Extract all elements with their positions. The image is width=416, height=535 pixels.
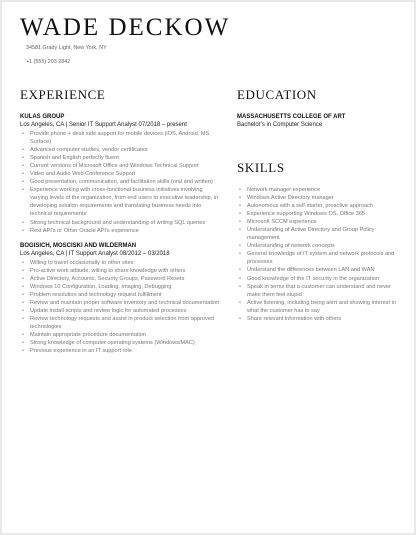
resume-page bbox=[2, 2, 414, 533]
job-company: BOGISICH, MOSCISKI AND WILDERMAN bbox=[20, 242, 137, 249]
job-meta: Los Angeles, CA | Senior IT Support Analyst 07/2018 – present bbox=[20, 122, 187, 128]
list-item: • Previous experience in an IT support role bbox=[20, 347, 220, 355]
list-item: • General knowledge of IT system and network protocols and processes bbox=[237, 250, 402, 266]
candidate-name: WADE DECKOW bbox=[20, 14, 231, 41]
list-item: • Current versions of Microsoft Office and Windows Technical Support bbox=[20, 162, 220, 170]
list-item: • Good knowledge of the IT security in the organization bbox=[237, 275, 402, 283]
list-item: • Understanding of Active Directory and Group Policy management bbox=[237, 226, 402, 242]
list-item: • Autonomous with a self-starter, proactive approach bbox=[237, 202, 402, 210]
experience-section bbox=[20, 86, 220, 355]
list-item: • Network manager experience bbox=[237, 186, 402, 194]
list-item: • Review and maintain proper software inventory and technical documentation bbox=[20, 299, 220, 307]
experience-heading: EXPERIENCE bbox=[20, 87, 106, 102]
list-item: • Windows 10 Configuration, Loading, Imaging, Debugging bbox=[20, 283, 220, 291]
list-item: • Understand the differences between LAN and WAN bbox=[237, 266, 402, 274]
list-item: • Share relevant information with others bbox=[237, 315, 402, 323]
list-item: • Video and Audio Web Conference Support bbox=[20, 170, 220, 178]
list-item: • Experience supporting Windows OS, Office 365 bbox=[237, 210, 402, 218]
list-item: • Rest API's or Other Oracle API's experience bbox=[20, 227, 220, 235]
list-item: • Good presentation, communication, and facilitation skills (oral and written) bbox=[20, 178, 220, 186]
list-item: • Understanding of network concepts bbox=[237, 242, 402, 250]
list-item: • Strong technical background and understanding of writing SQL queries bbox=[20, 219, 220, 227]
list-item: • Active Directory, Accounts, Security Groups, Password Resets bbox=[20, 275, 220, 283]
contact-phone: +1 (555) 203 2842 bbox=[26, 59, 71, 65]
list-item: • Strong knowledge of computer operating systems (Windows/MAC) bbox=[20, 339, 220, 347]
contact-address: 34581 Grady Light, New York, NY bbox=[26, 45, 107, 51]
list-item: • Microsoft SCCM experience bbox=[237, 218, 402, 226]
sidebar-column bbox=[237, 86, 402, 323]
list-item: • Review technology requests and assist in product selection from approved technologies bbox=[20, 315, 220, 331]
list-item: • Update install scripts and review logic for automated processes bbox=[20, 307, 220, 315]
list-item: • Willing to travel occasionally to other sites bbox=[20, 259, 220, 267]
list-item: • Provide phone + desk side support for mobile devices (iOS, Android, MS Surface) bbox=[20, 130, 220, 146]
education-degree: Bachelor's in Computer Science bbox=[237, 122, 323, 128]
skills-heading: SKILLS bbox=[237, 160, 285, 175]
job-company: KULAS GROUP bbox=[20, 114, 65, 120]
job-entry bbox=[20, 242, 220, 356]
list-item: • Pro-active work attitude, willing to share knowledge with others bbox=[20, 267, 220, 275]
list-item: • Maintain appropriate procedure documentation bbox=[20, 331, 220, 339]
job-bullets bbox=[20, 259, 220, 356]
job-bullets bbox=[20, 130, 220, 235]
education-heading: EDUCATION bbox=[237, 87, 317, 102]
list-item: • Spanish and English perfectly fluent bbox=[20, 154, 220, 162]
job-entry bbox=[20, 113, 220, 235]
education-school: MASSACHUSETTS COLLEGE OF ART bbox=[237, 114, 346, 120]
list-item: • Problem resolution and technology request fulfillment bbox=[20, 291, 220, 299]
list-item: • Speak in terms that a customer can understand and never make them feel stupid bbox=[237, 283, 402, 299]
job-meta: Los Angeles, CA | IT Support Analyst 08/2012 – 03/2018 bbox=[20, 250, 170, 257]
list-item: • Advanced computer studies, vendor certificates bbox=[20, 146, 220, 154]
list-item: • Windows Active Directory manager bbox=[237, 194, 402, 202]
list-item: • Experience working with cross-functional business initiatives involving varying levels of the organization, from end users to executive leadership, in developing solution requirements and translating business needs into technical requirements bbox=[20, 186, 220, 218]
skills-list bbox=[237, 186, 402, 323]
list-item: • Active listening, including being alert and showing interest in what the customer has to say bbox=[237, 299, 402, 315]
